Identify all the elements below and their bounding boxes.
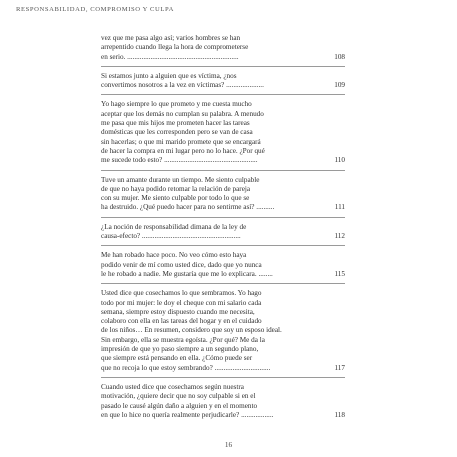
question-list <box>101 34 345 420</box>
divider <box>101 66 345 67</box>
list-item <box>101 100 345 165</box>
page-folio: 16 <box>224 441 233 449</box>
question-text: Usted dice que cosechamos lo que sembramos. Yo hago todo por mi mujer: le doy el cheque con mi salario cada semana, siempre estoy dispuesto cuando me necesita, colaboro con ella en las tareas del hogar y en el cuidado de los niños… En resumen, considero que soy un esposo ideal. Sin embargo, ella se muestra egoísta. ¿Por qué? Me da la impresión de que yo paso siempre a un segundo plano, que siempre está pensando en ella. ¿Cómo puede ser que no recoja lo que estoy sembrando? ............................... <box>101 289 282 372</box>
divider <box>101 245 345 246</box>
question-text: vez que me pasa algo así; varios hombres se han arrepentido cuando llega la hora de comprometerse en serio. .............................................................. <box>101 34 249 61</box>
page-number: 110 <box>334 156 345 165</box>
divider <box>101 283 345 284</box>
question-text: Me han robado hace poco. No veo cómo esto haya podido venir de mí como usted dice, dado que yo nunca le he robado a nadie. Me gustaría que me lo explicara. ........ <box>101 251 273 278</box>
question-text: ¿La noción de responsabilidad dimana de la ley de causa-efecto? ....................................................... <box>101 222 247 241</box>
divider <box>101 94 345 95</box>
list-item <box>101 289 345 373</box>
list-item <box>101 176 345 213</box>
question-text: Si estamos junto a alguien que es víctima, ¿nos convertimos nosotros a la vez en víctimas? ..................... <box>101 71 264 90</box>
page-number: 108 <box>334 52 345 61</box>
page-number: 111 <box>334 203 345 212</box>
page-number: 109 <box>334 81 345 90</box>
question-text: Cuando usted dice que cosechamos según nuestra motivación, ¿quiere decir que no soy culpable si en el pasado le causé algún daño a alguien y en el momento en que lo hice no quería realmente perjudicarle? .................. <box>101 382 274 419</box>
list-item <box>101 72 345 91</box>
divider <box>101 217 345 218</box>
divider <box>101 377 345 378</box>
running-head: RESPONSABILIDAD, COMPROMISO Y CULPA <box>16 6 175 13</box>
page-number: 118 <box>334 410 345 419</box>
question-text: Tuve un amante durante un tiempo. Me siento culpable de que no haya podido retomar la relación de pareja con su mujer. Me siento culpable por todo lo que se ha destruido. ¿Qué puedo hacer para no sentirme así? .......... <box>101 175 275 212</box>
page-number: 117 <box>334 363 345 372</box>
list-item <box>101 34 345 62</box>
question-text: Yo hago siempre lo que prometo y me cuesta mucho aceptar que los demás no cumplan su palabra. A menudo me pasa que mis hijos me prometen hacer las tareas domésticas que les corresponden pero se van de casa sin hacerlas; o que mi marido promete que se encargará de hacer la compra en mi lugar pero no lo hace. ¿Por qué me sucede todo esto? .................................................... <box>101 100 265 165</box>
list-item <box>101 223 345 242</box>
list-item <box>101 383 345 420</box>
page-number: 112 <box>334 232 345 241</box>
divider <box>101 170 345 171</box>
page-number: 115 <box>334 269 345 278</box>
list-item <box>101 251 345 279</box>
